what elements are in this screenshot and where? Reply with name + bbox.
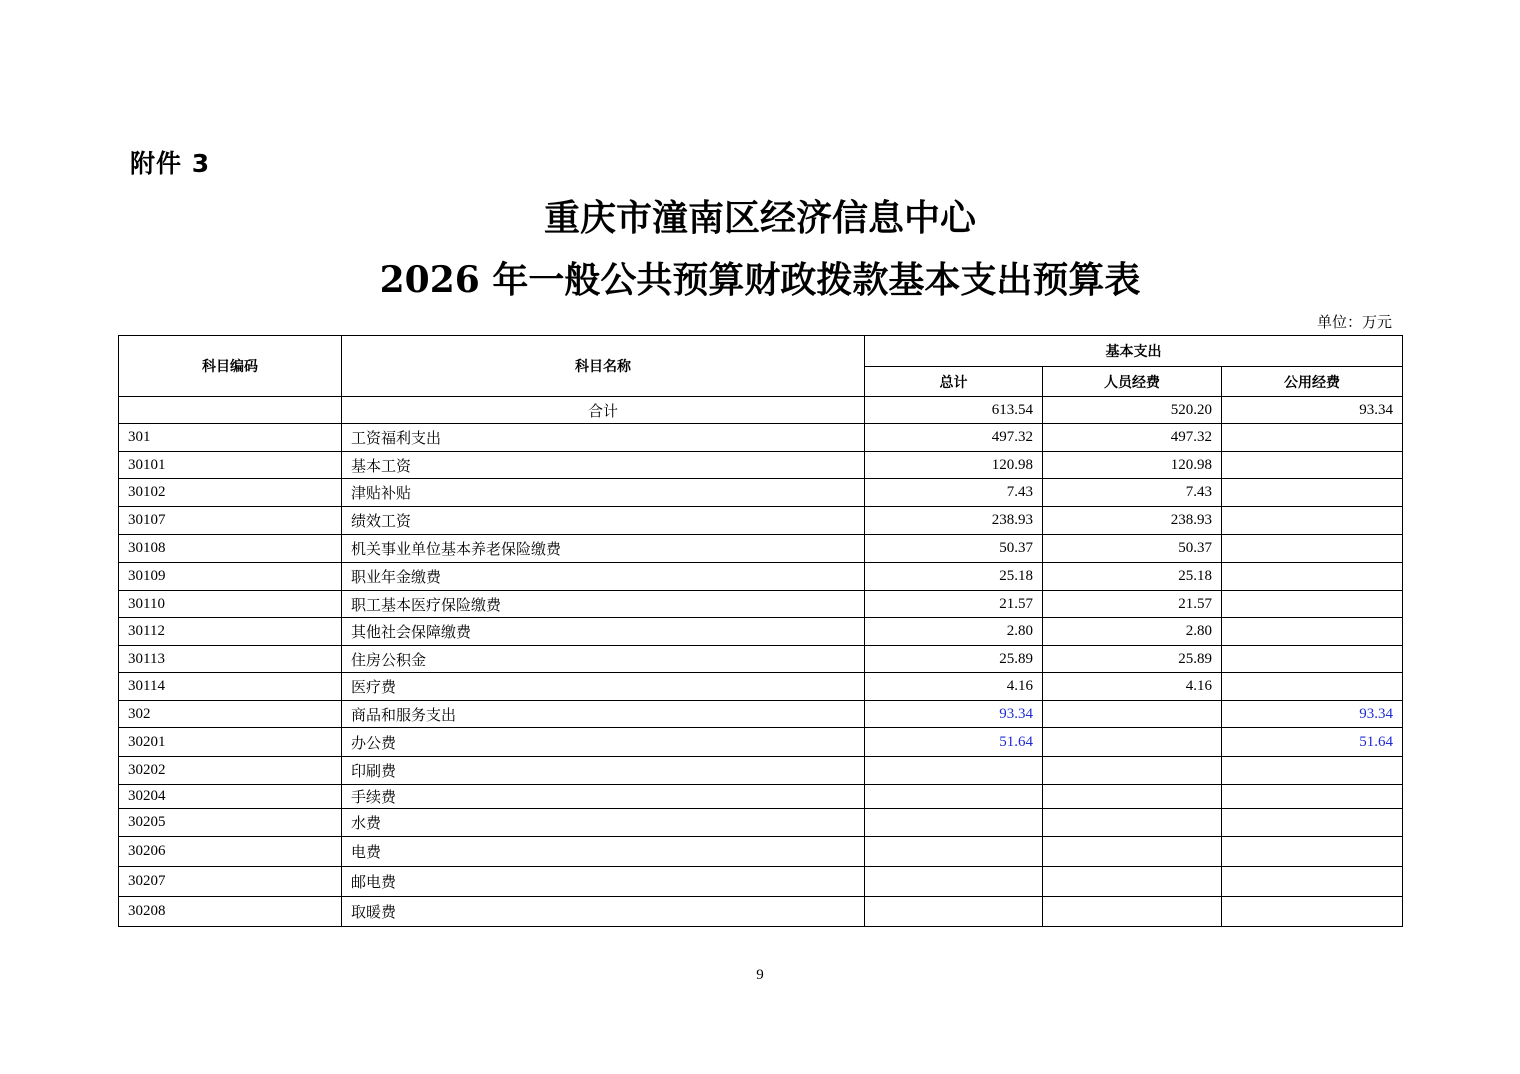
table-row — [119, 591, 1403, 618]
cell-public — [1222, 452, 1403, 479]
cell-name: 电费 — [342, 837, 865, 867]
header-subject-name: 科目名称 — [342, 336, 865, 397]
cell-total: 93.34 — [865, 701, 1043, 728]
cell-code: 30112 — [119, 618, 342, 646]
header-public-expenses: 公用经费 — [1222, 367, 1403, 397]
cell-name: 基本工资 — [342, 452, 865, 479]
cell-name: 取暖费 — [342, 897, 865, 927]
document-title-line-1: 重庆市潼南区经济信息中心 — [543, 197, 976, 239]
cell-personnel: 520.20 — [1043, 397, 1222, 424]
cell-code: 30113 — [119, 646, 342, 673]
cell-personnel: 50.37 — [1043, 535, 1222, 563]
cell-total: 613.54 — [865, 397, 1043, 424]
cell-code: 30204 — [119, 785, 342, 809]
document-title-line-2: 2026 年一般公共预算财政拨款基本支出预算表 — [379, 259, 1141, 301]
cell-name: 商品和服务支出 — [342, 701, 865, 728]
cell-public: 93.34 — [1222, 397, 1403, 424]
cell-name: 职业年金缴费 — [342, 563, 865, 591]
cell-total: 21.57 — [865, 591, 1043, 618]
cell-public — [1222, 646, 1403, 673]
cell-personnel: 2.80 — [1043, 618, 1222, 646]
cell-total — [865, 809, 1043, 837]
cell-name: 水费 — [342, 809, 865, 837]
table-row — [119, 424, 1403, 452]
cell-personnel — [1043, 809, 1222, 837]
cell-name: 机关事业单位基本养老保险缴费 — [342, 535, 865, 563]
table-row — [119, 673, 1403, 701]
table-row — [119, 809, 1403, 837]
cell-total: 25.89 — [865, 646, 1043, 673]
cell-code: 30208 — [119, 897, 342, 927]
cell-name: 医疗费 — [342, 673, 865, 701]
cell-public — [1222, 673, 1403, 701]
cell-code: 30205 — [119, 809, 342, 837]
cell-personnel — [1043, 867, 1222, 897]
table-row — [119, 785, 1403, 809]
cell-name: 津贴补贴 — [342, 479, 865, 507]
cell-public — [1222, 837, 1403, 867]
cell-code: 30101 — [119, 452, 342, 479]
table-row — [119, 507, 1403, 535]
cell-name: 印刷费 — [342, 757, 865, 785]
cell-personnel: 4.16 — [1043, 673, 1222, 701]
cell-code: 30207 — [119, 867, 342, 897]
cell-public — [1222, 424, 1403, 452]
cell-total: 25.18 — [865, 563, 1043, 591]
total-row — [119, 397, 1403, 424]
cell-personnel — [1043, 728, 1222, 757]
page-number: 9 — [756, 967, 764, 983]
cell-code: 30107 — [119, 507, 342, 535]
header-personnel-expenses: 人员经费 — [1043, 367, 1222, 397]
cell-code: 302 — [119, 701, 342, 728]
cell-public: 93.34 — [1222, 701, 1403, 728]
table-row — [119, 618, 1403, 646]
cell-personnel: 21.57 — [1043, 591, 1222, 618]
cell-total: 497.32 — [865, 424, 1043, 452]
budget-table — [118, 335, 1403, 927]
table-row — [119, 728, 1403, 757]
header-subject-code: 科目编码 — [119, 336, 342, 397]
cell-total: 7.43 — [865, 479, 1043, 507]
cell-total — [865, 867, 1043, 897]
cell-public — [1222, 563, 1403, 591]
cell-personnel — [1043, 897, 1222, 927]
cell-total — [865, 837, 1043, 867]
cell-public — [1222, 785, 1403, 809]
table-row — [119, 646, 1403, 673]
attachment-label: 附件 3 — [130, 149, 211, 178]
cell-name: 邮电费 — [342, 867, 865, 897]
cell-personnel: 238.93 — [1043, 507, 1222, 535]
cell-code: 30206 — [119, 837, 342, 867]
cell-total: 238.93 — [865, 507, 1043, 535]
unit-label: 单位：万元 — [1316, 315, 1392, 331]
cell-code: 30108 — [119, 535, 342, 563]
cell-total — [865, 897, 1043, 927]
cell-public — [1222, 591, 1403, 618]
cell-code: 30114 — [119, 673, 342, 701]
cell-code — [119, 397, 342, 424]
cell-total: 50.37 — [865, 535, 1043, 563]
cell-public — [1222, 809, 1403, 837]
table-row — [119, 867, 1403, 897]
cell-name: 职工基本医疗保险缴费 — [342, 591, 865, 618]
cell-public — [1222, 535, 1403, 563]
cell-personnel — [1043, 757, 1222, 785]
table-row — [119, 757, 1403, 785]
cell-total — [865, 757, 1043, 785]
cell-public — [1222, 507, 1403, 535]
cell-code: 30110 — [119, 591, 342, 618]
cell-code: 30109 — [119, 563, 342, 591]
cell-public — [1222, 479, 1403, 507]
cell-name: 住房公积金 — [342, 646, 865, 673]
cell-name: 合计 — [342, 397, 865, 424]
cell-personnel — [1043, 837, 1222, 867]
cell-public — [1222, 897, 1403, 927]
cell-code: 30102 — [119, 479, 342, 507]
table-row — [119, 479, 1403, 507]
table-row — [119, 535, 1403, 563]
cell-personnel: 120.98 — [1043, 452, 1222, 479]
table-row — [119, 837, 1403, 867]
table-row — [119, 701, 1403, 728]
cell-personnel — [1043, 701, 1222, 728]
cell-code: 30201 — [119, 728, 342, 757]
header-basic-expenditure: 基本支出 — [865, 336, 1403, 367]
cell-code: 301 — [119, 424, 342, 452]
cell-public — [1222, 618, 1403, 646]
cell-total: 4.16 — [865, 673, 1043, 701]
cell-total — [865, 785, 1043, 809]
cell-total: 120.98 — [865, 452, 1043, 479]
cell-public — [1222, 867, 1403, 897]
cell-personnel — [1043, 785, 1222, 809]
table-row — [119, 452, 1403, 479]
cell-name: 绩效工资 — [342, 507, 865, 535]
cell-name: 办公费 — [342, 728, 865, 757]
header-total: 总计 — [865, 367, 1043, 397]
cell-name: 其他社会保障缴费 — [342, 618, 865, 646]
cell-public: 51.64 — [1222, 728, 1403, 757]
cell-personnel: 7.43 — [1043, 479, 1222, 507]
cell-total: 51.64 — [865, 728, 1043, 757]
table-row — [119, 563, 1403, 591]
cell-name: 工资福利支出 — [342, 424, 865, 452]
cell-public — [1222, 757, 1403, 785]
cell-name: 手续费 — [342, 785, 865, 809]
cell-personnel: 25.18 — [1043, 563, 1222, 591]
cell-personnel: 25.89 — [1043, 646, 1222, 673]
cell-code: 30202 — [119, 757, 342, 785]
table-row — [119, 897, 1403, 927]
cell-total: 2.80 — [865, 618, 1043, 646]
cell-personnel: 497.32 — [1043, 424, 1222, 452]
